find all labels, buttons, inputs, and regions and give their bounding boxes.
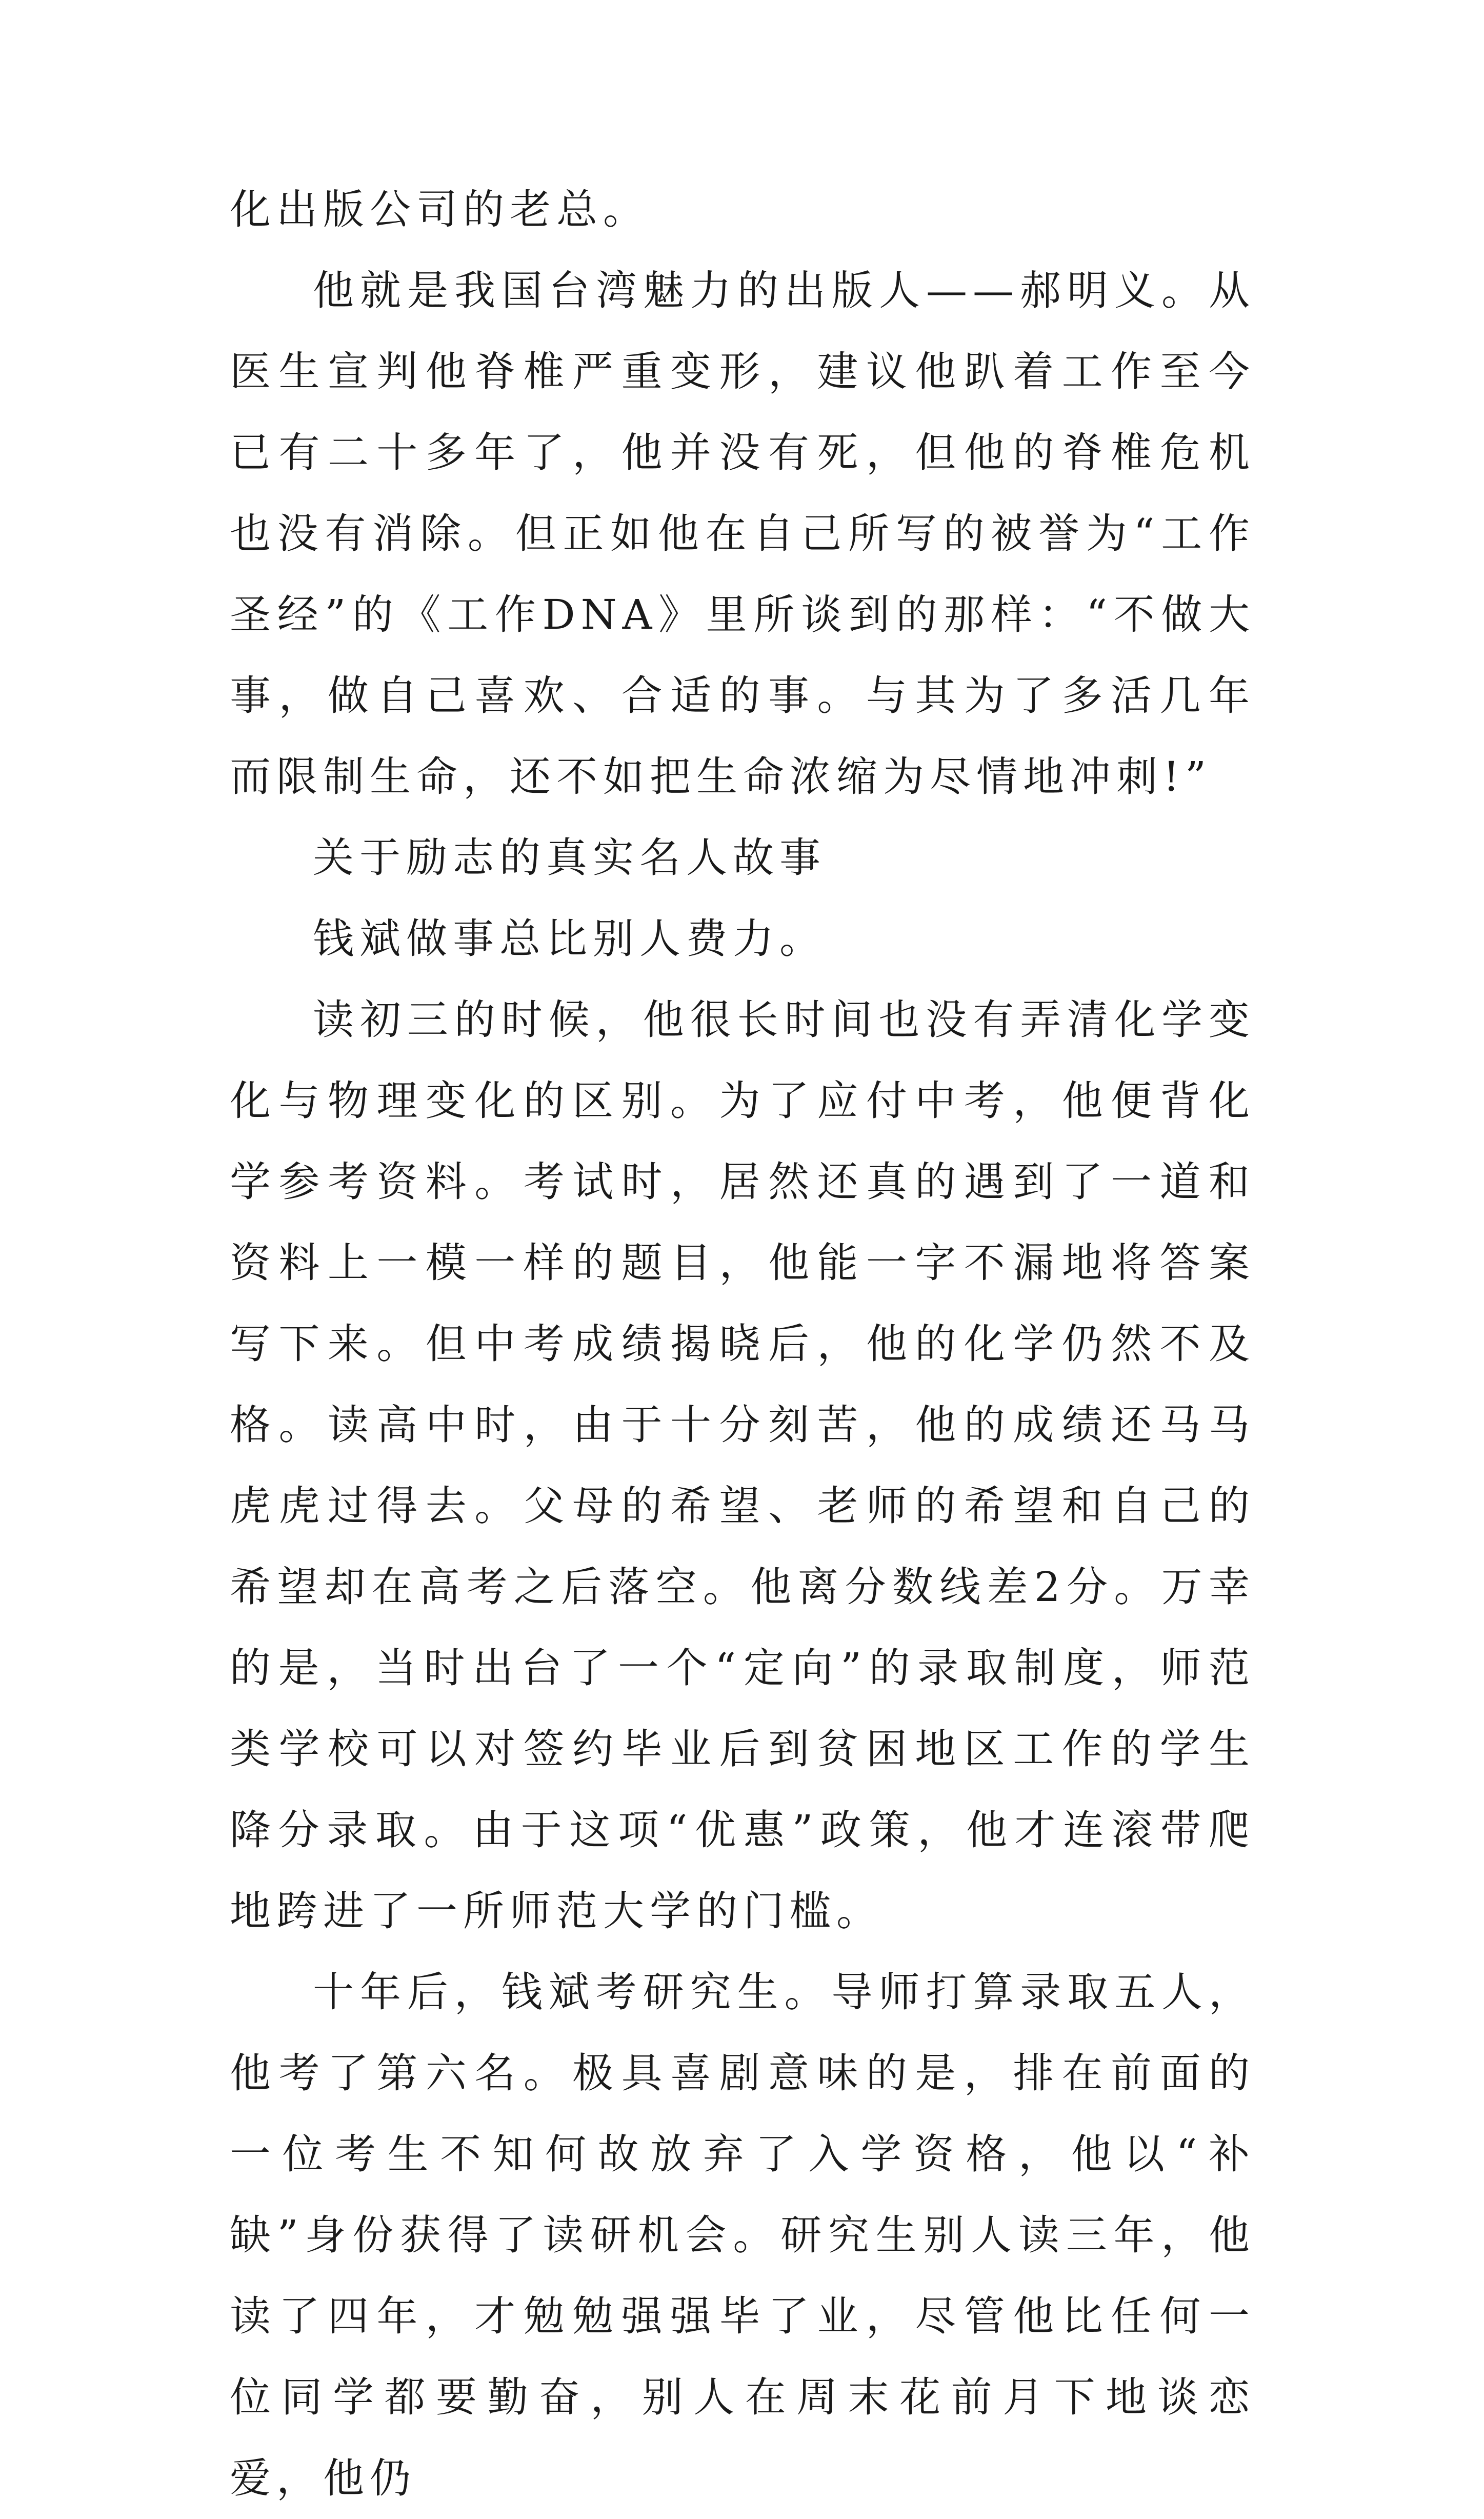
paragraph-6: 十年后，钱斌考研究生。导师打算录取五人，他考了第六名。极具喜剧意味的是，排在前面的一位考生不知何故放弃了入学资格，他以“补缺”身份获得了读研机会。研究生别人读三年，他读了四年，才勉勉强强毕了业，尽管他比任何一位同学都要勤奋，别人在周末花前月下地谈恋爱，他仍 bbox=[230, 1968, 1255, 2502]
paragraph-2: 他就是我国台湾魅力的出版人——郝明义。从医生宣判他脊椎严重变形，建议他趴着工作至今已有二十多年了，他并没有死，但他的脊椎危机也没有消除。但正如他在自己所写的被誉为“工作圣经”的《工作DNA》里所谈到的那样：“不做大事，做自己喜欢、合适的事。与其为了多活几年而限制生命，还不如把生命浓缩为尽情地冲刺!” bbox=[230, 267, 1255, 801]
paragraph-4: 钱斌做事总比别人费力。 bbox=[313, 915, 826, 963]
paragraph-1: 化出版公司的老总。 bbox=[230, 186, 650, 233]
paragraph-3: 关于励志的真实名人故事 bbox=[313, 834, 826, 882]
paragraph-5: 读初三的时候，他很长时间也没有弄清化学变化与物理变化的区别。为了应付中考，他便背化学参考资料。考试时，居然还真的遇到了一道和资料上一模一样的题目，他能一字不漏地将答案写下来。但中考成绩揭晓后，他的化学仍然不及格。读高中时，由于十分刻苦，他的成绩还马马虎虎过得去。父母的希望、老师的希望和自己的希望却在高考之后落空。他离分数线差2分。万幸的是，当时出台了一个“定向”的录取制度，师范类学校可以对签约毕业后到贫困地区工作的学生降分录取。由于这项“优惠”政策，他才连滚带爬地跨进了一所师范大学的门槛。 bbox=[230, 996, 1255, 1935]
document-body bbox=[230, 169, 1255, 2519]
